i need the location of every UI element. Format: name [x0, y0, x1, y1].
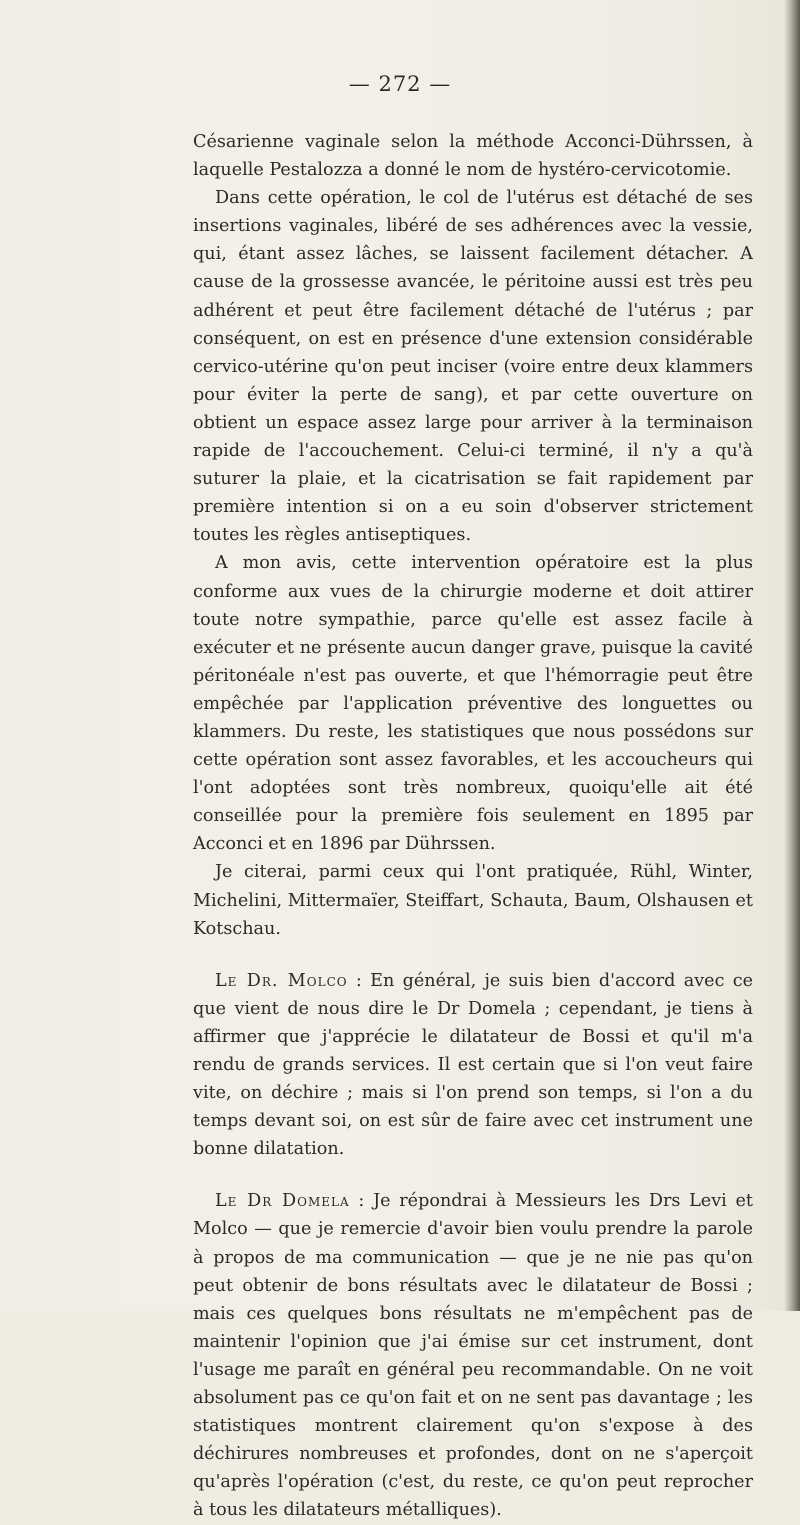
- paragraph-intro: Césarienne vaginale selon la méthode Acconci-Dührssen, à laquelle Pestalozza a donné le nom de hystéro-cervicotomie.: [193, 132, 753, 181]
- paragraph-opinion: A mon avis, cette intervention opératoire est la plus conforme aux vues de la chirurgie moderne et doit attirer toute notre sympathie, parce qu'elle est assez facile à exécuter et ne présente aucun danger grave, puisque la cavité péritonéale n'est pas ouverte, et que l'hémorragie peut être empêchée par l'application préventive des longuettes ou klammers. Du reste, les statistiques que nous possédons sur cette opération sont assez favorables, et les accoucheurs qui l'ont adoptées sont très nombreux, quoiqu'elle ait été conseillée pour la première fois seulement en 1895 par Acconci et en 1896 par Dührssen.: [193, 553, 753, 855]
- paragraph-citations: Je citerai, parmi ceux qui l'ont pratiquée, Rühl, Winter, Michelini, Mittermaïer, Steiffart, Schauta, Baum, Olshausen et Kotschau.: [193, 862, 753, 939]
- body-text: [193, 128, 753, 1525]
- speaker-molco: Le Dr. Molco: [215, 970, 348, 991]
- paragraph-molco: [193, 967, 753, 1164]
- page-edge-shadow: [784, 0, 800, 1311]
- speech-molco: : En général, je suis bien d'accord avec ce que vient de nous dire le Dr Domela ; cependant, je tiens à affirmer que j'apprécie le dilatateur de Bossi et qu'il m'a rendu de grands services. Il est certain que si l'on veut faire vite, on déchire ; mais si l'on prend son temps, si l'on a du temps devant soi, on est sûr de faire avec cet instrument une bonne dilatation.: [193, 970, 753, 1160]
- speech-domela: : Je répondrai à Messieurs les Drs Levi et Molco — que je remercie d'avoir bien voulu prendre la parole à propos de ma communication — que je ne nie pas qu'on peut obtenir de bons résultats avec le dilatateur de Bossi ; mais ces quelques bons résultats ne m'empêchent pas de maintenir l'opinion que j'ai émise sur cet instrument, dont l'usage me paraît en général peu recommandable. On ne voit absolument pas ce qu'on fait et on ne sent pas davantage ; les statistiques montrent clairement qu'on s'expose à des déchirures nombreuses et profondes, dont on ne s'aperçoit qu'après l'opération (c'est, du reste, ce qu'on peut reprocher à tous les dilatateurs métalliques).: [193, 1191, 754, 1521]
- page-number: — 272 —: [348, 72, 452, 96]
- paragraph-domela: [193, 1187, 753, 1524]
- speaker-domela: Le Dr Domela: [215, 1191, 350, 1212]
- paragraph-operation: Dans cette opération, le col de l'utérus est détaché de ses insertions vaginales, libéré de ses adhérences avec la vessie, qui, étant assez lâches, se laissent facilement détacher. A cause de la grossesse avancée, le péritoine aussi est très peu adhérent et peut être facilement détaché de l'utérus ; par conséquent, on est en présence d'une extension considérable cervico-utérine qu'on peut inciser (voire entre deux klammers pour éviter la perte de sang), et par cette ouverture on obtient un espace assez large pour arriver à la terminaison rapide de l'accouchement. Celui-ci terminé, il n'y a qu'à suturer la plaie, et la cicatrisation se fait rapidement par première intention si on a eu soin d'observer strictement toutes les règles antiseptiques.: [193, 188, 753, 546]
